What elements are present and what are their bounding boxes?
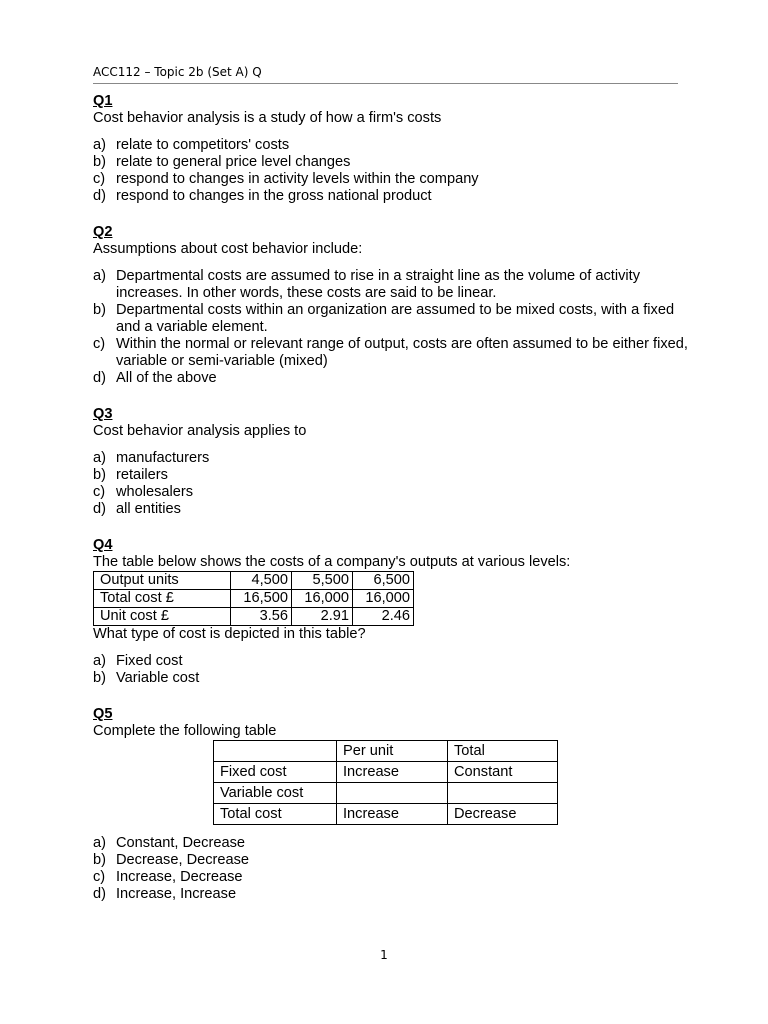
table-cell: Total <box>448 741 558 762</box>
table-row <box>214 783 558 804</box>
option-letter: b) <box>93 852 106 868</box>
option-letter: d) <box>93 886 106 902</box>
option-text: Within the normal or relevant range of output, costs are often assumed to be either fixed, variable or semi-variable (mixed) <box>116 336 688 369</box>
table-row <box>94 590 414 608</box>
option-list <box>93 450 693 518</box>
option-text: respond to changes in the gross national product <box>116 188 432 204</box>
table-cell: 2.91 <box>292 608 353 626</box>
option-list <box>93 835 693 903</box>
option-text: Departmental costs are assumed to rise in a straight line as the volume of activity increases. In other words, these costs are said to be linear. <box>116 268 640 301</box>
option-text: retailers <box>116 467 168 483</box>
option-letter: b) <box>93 670 106 686</box>
option-item <box>93 336 693 370</box>
table-cell: Decrease <box>448 804 558 825</box>
question-number: Q3 <box>93 406 113 422</box>
option-text: relate to competitors' costs <box>116 137 290 153</box>
option-item <box>93 137 693 154</box>
table-cell: Total cost <box>214 804 337 825</box>
option-text: Departmental costs within an organization are assumed to be mixed costs, with a fixed and a variable element. <box>116 302 675 335</box>
option-list <box>93 653 693 687</box>
question-followup: What type of cost is depicted in this table? <box>93 626 366 642</box>
table-cell: 16,000 <box>292 590 353 608</box>
table-cell: Per unit <box>337 741 448 762</box>
option-item <box>93 171 693 188</box>
table-cell: 4,500 <box>231 572 292 590</box>
option-item <box>93 653 693 670</box>
option-text: Increase, Decrease <box>116 869 243 885</box>
option-item <box>93 268 693 302</box>
question-stem: The table below shows the costs of a company's outputs at various levels: <box>93 554 571 570</box>
table-cell: Unit cost £ <box>94 608 231 626</box>
option-text: relate to general price level changes <box>116 154 351 170</box>
option-item <box>93 869 693 886</box>
question-number: Q5 <box>93 706 113 722</box>
option-text: Variable cost <box>116 670 200 686</box>
option-letter: c) <box>93 336 106 352</box>
table-cell: 5,500 <box>292 572 353 590</box>
option-letter: a) <box>93 137 106 153</box>
option-text: manufacturers <box>116 450 210 466</box>
option-item <box>93 835 693 852</box>
option-item <box>93 188 693 205</box>
option-letter: c) <box>93 484 106 500</box>
question-4 <box>93 537 693 687</box>
question-number: Q1 <box>93 93 113 109</box>
option-item <box>93 450 693 467</box>
option-letter: a) <box>93 268 106 284</box>
question-list <box>93 93 693 922</box>
option-text: Decrease, Decrease <box>116 852 250 868</box>
option-letter: a) <box>93 450 106 466</box>
option-text: all entities <box>116 501 181 517</box>
question-3 <box>93 406 693 518</box>
option-letter: d) <box>93 188 106 204</box>
table-cell: 16,500 <box>231 590 292 608</box>
option-letter: c) <box>93 869 106 885</box>
option-letter: d) <box>93 501 106 517</box>
cost-table <box>93 571 414 626</box>
question-stem: Cost behavior analysis applies to <box>93 423 307 439</box>
completion-table <box>213 740 558 825</box>
table-cell: Fixed cost <box>214 762 337 783</box>
table-cell: Output units <box>94 572 231 590</box>
option-list <box>93 268 693 387</box>
page-header: ACC112 – Topic 2b (Set A) Q <box>93 65 262 79</box>
table-row <box>214 804 558 825</box>
table-cell <box>214 741 337 762</box>
question-1 <box>93 93 693 205</box>
option-list <box>93 137 693 205</box>
option-text: Increase, Increase <box>116 886 237 902</box>
table-cell <box>448 783 558 804</box>
table-cell: 2.46 <box>353 608 414 626</box>
option-letter: b) <box>93 467 106 483</box>
question-number: Q4 <box>93 537 113 553</box>
option-item <box>93 484 693 501</box>
option-item <box>93 501 693 518</box>
option-text: All of the above <box>116 370 217 386</box>
question-stem: Complete the following table <box>93 723 277 739</box>
table-cell: Variable cost <box>214 783 337 804</box>
table-cell: Increase <box>337 804 448 825</box>
option-item <box>93 852 693 869</box>
table-cell: Total cost £ <box>94 590 231 608</box>
option-letter: c) <box>93 171 106 187</box>
option-item <box>93 302 693 336</box>
table-row <box>214 741 558 762</box>
option-text: Fixed cost <box>116 653 183 669</box>
option-letter: b) <box>93 154 106 170</box>
page-number: 1 <box>380 948 388 962</box>
question-2 <box>93 224 693 387</box>
table-cell: Constant <box>448 762 558 783</box>
option-letter: a) <box>93 653 106 669</box>
table-row <box>214 762 558 783</box>
question-number: Q2 <box>93 224 113 240</box>
table-cell: 3.56 <box>231 608 292 626</box>
table-cell: 16,000 <box>353 590 414 608</box>
table-row <box>94 608 414 626</box>
table-cell: Increase <box>337 762 448 783</box>
option-text: Constant, Decrease <box>116 835 245 851</box>
option-letter: b) <box>93 302 106 318</box>
option-item <box>93 467 693 484</box>
option-item <box>93 670 693 687</box>
question-stem: Assumptions about cost behavior include: <box>93 241 363 257</box>
option-item <box>93 370 693 387</box>
option-text: respond to changes in activity levels within the company <box>116 171 479 187</box>
table-row <box>94 572 414 590</box>
option-item <box>93 154 693 171</box>
header-divider <box>93 83 678 84</box>
option-text: wholesalers <box>116 484 194 500</box>
table-cell: 6,500 <box>353 572 414 590</box>
question-5 <box>93 706 693 903</box>
question-stem: Cost behavior analysis is a study of how a firm's costs <box>93 110 442 126</box>
table-cell <box>337 783 448 804</box>
option-item <box>93 886 693 903</box>
option-letter: d) <box>93 370 106 386</box>
option-letter: a) <box>93 835 106 851</box>
